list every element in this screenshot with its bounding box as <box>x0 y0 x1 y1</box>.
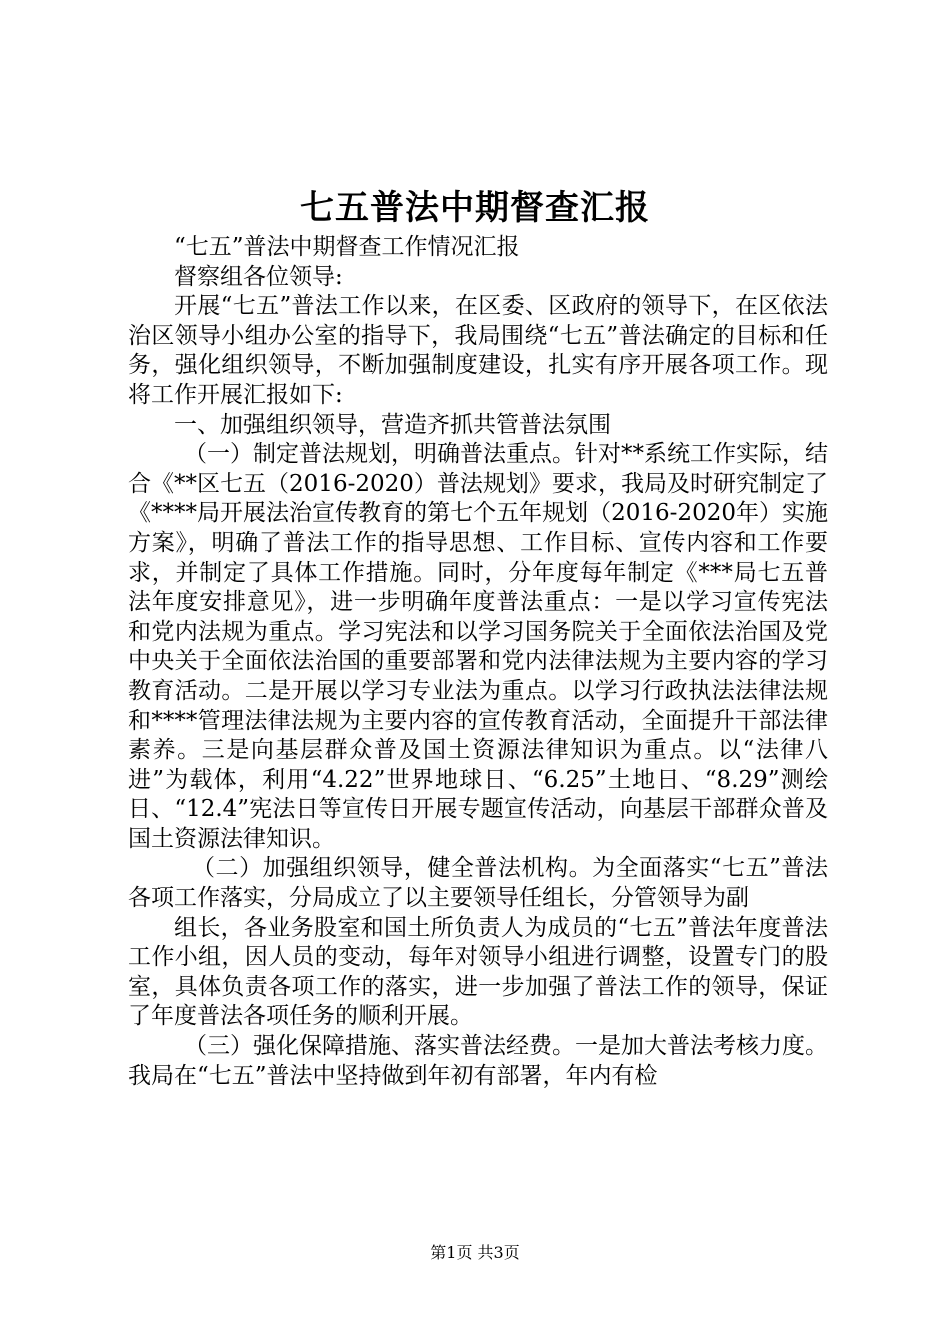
report-heading: “七五”普法中期督查工作情况汇报 <box>174 234 520 260</box>
document-body <box>128 233 828 1091</box>
subsection-paragraph-1: （一）制定普法规划，明确普法重点。针对**系统工作实际，结合《**区七五（2016-2020）普法规划》要求，我局及时研究制定了《****局开展法治宣传教育的第七个五年规划（2016-2020年）实施方案》，明确了普法工作的指导思想、工作目标、宣传内容和工作要求，并制定了具体工作措施。同时，分年度每年制定《***局七五普法年度安排意见》，进一步明确年度普法重点：一是以学习宣传宪法和党内法规为重点。学习宪法和以学习国务院关于全面依法治国及党中央关于全面依法治国的重要部署和党内法律法规为主要内容的学习教育活动。二是开展以学习专业法为重点。以学习行政执法法律法规和****管理法律法规为主要内容的宣传教育活动，全面提升干部法律素养。三是向基层群众普及国土资源法律知识为重点。以“法律八进”为载体，利用“4.22”世界地球日、“6.25”土地日、“8.29”测绘日、“12.4”宪法日等宣传日开展专题宣传活动，向基层干部群众普及国土资源法律知识。 <box>128 441 828 852</box>
subsection-paragraph-3: （三）强化保障措施、落实普法经费。一是加大普法考核力度。我局在“七五”普法中坚持做到年初有部署，年内有检 <box>128 1033 828 1089</box>
section-heading-1: 一、加强组织领导，营造齐抓共管普法氛围 <box>174 411 611 438</box>
salutation: 督察组各位领导: <box>174 263 343 290</box>
continuation-paragraph: 组长，各业务股室和国土所负责人为成员的“七五”普法年度普法工作小组，因人员的变动，每年对领导小组进行调整，设置专门的股室，具体负责各项工作的落实，进一步加强了普法工作的领导，保证了年度普法各项任务的顺利开展。 <box>128 914 828 1030</box>
page-footer: 第1页 共3页 <box>430 1243 520 1262</box>
intro-paragraph: 开展“七五”普法工作以来，在区委、区政府的领导下，在区依法治区领导小组办公室的指导下，我局围绕“七五”普法确定的目标和任务，强化组织领导，不断加强制度建设，扎实有序开展各项工作。现将工作开展汇报如下: <box>128 293 828 408</box>
document-title: 七五普法中期督查汇报 <box>300 188 650 228</box>
subsection-paragraph-2: （二）加强组织领导，健全普法机构。为全面落实“七五”普法各项工作落实，分局成立了以主要领导任组长，分管领导为副 <box>128 855 828 912</box>
